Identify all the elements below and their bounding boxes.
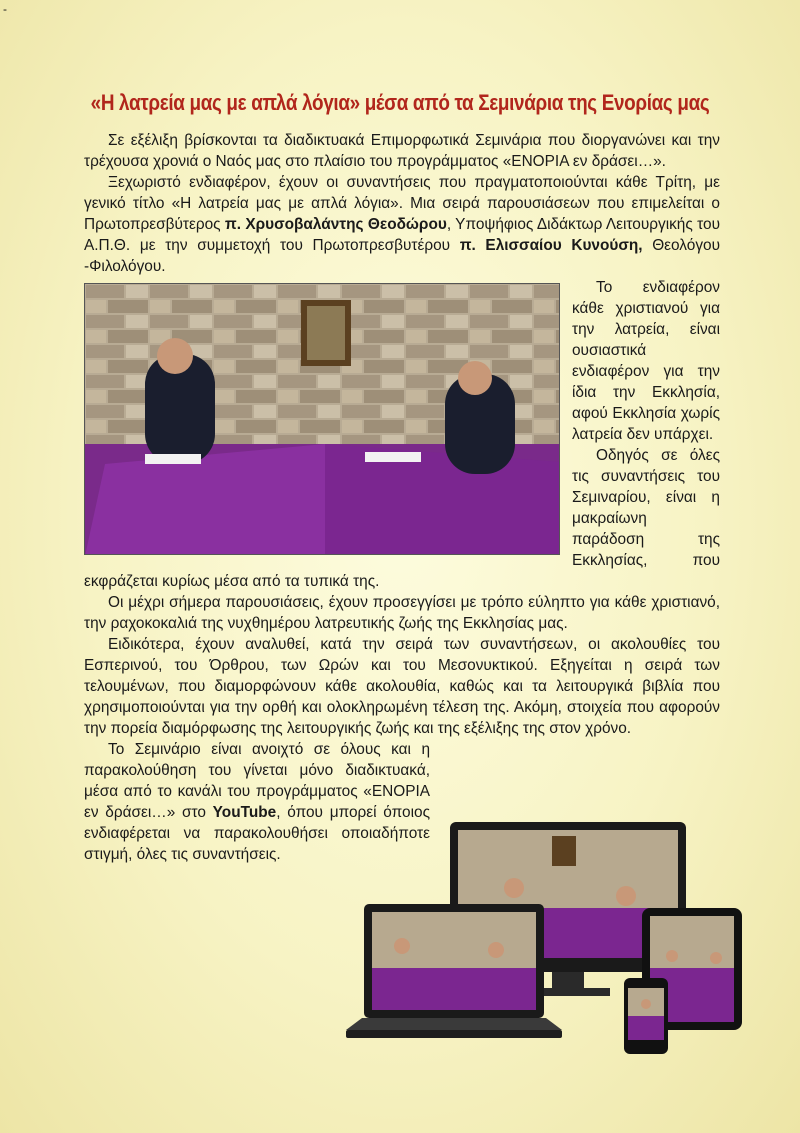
speaker-name-2: π. Ελισσαίου Κυνούση, [459,237,643,254]
paragraph-speakers-text-b: , Υποψήφιος Διδάκτωρ Λειτουργικής του Α.Π.Θ. με την συμμετοχή του Πρωτοπρεσβυτέρου [84,216,720,254]
devices-illustration [346,818,750,1054]
paragraph-details: Ειδικότερα, έχουν αναλυθεί, κατά την σειρά των συναντήσεων, οι ακολουθίες του Εσπερινού, του Όρθρου, των Ωρών και του Μεσονυκτικού. Εξηγείται η σειρά των τελουμένων, που διαμορφώνουν κάθε ακολουθία, καθώς και τα λειτουργικά βιβλία που χρησιμοποιούνται για την ορθή και ολοκληρωμένη τέλεση της. Ακόμη, στοιχεία που αφορούν την πορεία διαμόρφωσης της λειτουργικής ζωής και της εξέλιξης της στον χρόνο. [84,636,720,737]
youtube-label: YouTube [212,804,277,821]
paragraph-access-text-a: Το Σεμινάριο είναι ανοιχτό σε όλους και η παρακολούθηση του γίνεται μόνο διαδικτυακά, μέσα από το κανάλι του προγράμματος «ΕΝΟΡΙΑ εν δράσει…» στο [84,741,430,821]
seminar-photo [84,283,560,555]
seminar-photo-image [85,284,560,555]
devices-image [346,818,750,1054]
article-body [84,130,720,865]
paragraph-speakers [84,172,720,277]
paragraph-interest: Το ενδιαφέρον κάθε χριστιανού για την λατρεία, είναι ουσιαστικά ενδιαφέρον για την ίδια την Εκκλησία, αφού Εκκλησία χωρίς λατρεία δεν υπάρχει. [572,279,720,443]
speaker-name-1: π. Χρυσοβαλάντης Θεοδώρου [224,216,447,233]
paragraph-tradition: Οδηγός σε όλες τις συναντήσεις του Σεμιναρίου, είναι η μακραίωνη παράδοση της Εκκλησίας, που εκφράζεται κυρίως μέσα από τα τυπικά της. [84,447,720,590]
paragraph-speakers-text-c: Θεολόγου -Φιλολόγου. [84,237,720,275]
paragraph-intro: Σε εξέλιξη βρίσκονται τα διαδικτυακά Επιμορφωτικά Σεμινάρια που διοργανώνει και την τρέχουσα χρονιά ο Ναός μας στο πλαίσιο του προγράμματος «ΕΝΟΡΙΑ εν δράσει…». [84,132,720,170]
paragraph-presentations: Οι μέχρι σήμερα παρουσιάσεις, έχουν προσεγγίσει με τρόπο εύληπτο για κάθε χριστιανό, την ραχοκοκαλιά της νυχθημέρου λατρευτικής ζωής της Εκκλησίας μας. [84,594,720,632]
paragraph-access-text-b: , όπου μπορεί όποιος ενδιαφέρεται να παρακολουθήσει οποιαδήποτε στιγμή, όλες τις συναντήσεις. [84,804,431,863]
paragraph-speakers-text-a: Ξεχωριστό ενδιαφέρον, έχουν οι συναντήσεις που πραγματοποιούνται κάθε Τρίτη, με γενικό τίτλο «Η λατρεία μας με απλά λόγια». Μια σειρά παρουσιάσεων που επιμελείται ο Πρωτοπρεσβύτερος [84,174,720,233]
article-title: «Η λατρεία μας με απλά λόγια» μέσα από τα Σεμινάρια της Ενορίας μας [90,90,710,115]
page-marker: - [3,2,7,16]
